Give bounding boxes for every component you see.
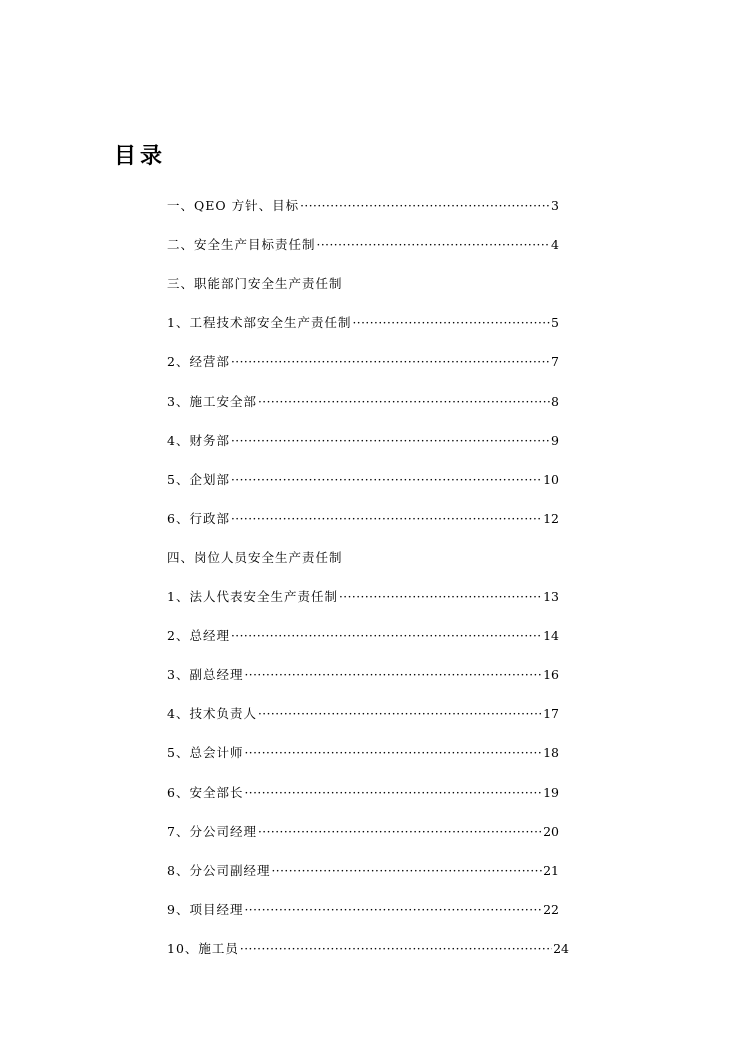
toc-entry-leader-dots — [231, 350, 550, 374]
toc-entry[interactable] — [167, 507, 559, 531]
toc-entry[interactable] — [167, 233, 559, 257]
toc-entry-page-number: 19 — [543, 784, 559, 800]
toc-entry-page-number: 13 — [543, 589, 559, 604]
toc-entry-label: 10、施工员 — [167, 940, 239, 956]
toc-title: 目录 — [114, 144, 167, 169]
toc-entry-page-number: 10 — [543, 471, 559, 487]
toc-entry[interactable] — [167, 898, 559, 922]
toc-entry-label: 2、总经理 — [167, 628, 230, 644]
toc-entry-label: 6、行政部 — [167, 510, 230, 526]
toc-entry[interactable] — [167, 390, 559, 414]
toc-entry-label: 9、项目经理 — [167, 901, 244, 917]
toc-entry-label: 2、经营部 — [167, 354, 230, 370]
toc-entry[interactable] — [167, 781, 559, 805]
toc-entry-page-number: 20 — [543, 823, 559, 839]
toc-entry-page-number: 17 — [543, 706, 559, 722]
toc-entry[interactable] — [167, 741, 559, 765]
toc-entry-leader-dots — [231, 468, 542, 492]
toc-entry-page-number: 8 — [551, 393, 559, 409]
toc-entry-leader-dots — [258, 702, 542, 726]
toc-entry[interactable] — [167, 663, 559, 687]
toc-entry-leader-dots — [231, 624, 542, 648]
toc-entry[interactable] — [167, 702, 559, 726]
toc-entry-label: 四、岗位人员安全生产责任制 — [167, 549, 343, 565]
toc-entry-label: 8、分公司副经理 — [167, 862, 271, 878]
toc-entry-label: 1、法人代表安全生产责任制 — [167, 589, 338, 604]
toc-entry-page-number: 24 — [553, 940, 569, 956]
toc-entry-label: 6、安全部长 — [167, 784, 244, 800]
toc-entry-page-number: 21 — [543, 862, 559, 878]
toc-entry-label: 4、技术负责人 — [167, 706, 257, 722]
toc-entry-page-number: 18 — [543, 745, 559, 761]
toc-entry[interactable] — [167, 859, 559, 883]
toc-entry-leader-dots — [339, 585, 542, 609]
toc-entry[interactable] — [167, 624, 559, 648]
toc-entry[interactable] — [167, 194, 559, 218]
toc-entry-leader-dots — [300, 194, 550, 218]
toc-entry[interactable] — [167, 429, 559, 453]
toc-entry[interactable] — [167, 820, 559, 844]
toc-entry-leader-dots — [244, 781, 542, 805]
toc-entry-leader-dots — [258, 390, 550, 414]
toc-entry-leader-dots — [231, 507, 542, 531]
toc-entry-leader-dots — [258, 820, 542, 844]
toc-entry-leader-dots — [317, 233, 551, 257]
toc-entry-page-number: 5 — [551, 315, 559, 331]
toc-entry-label: 二、安全生产目标责任制 — [167, 237, 316, 253]
toc-entry[interactable] — [167, 937, 569, 961]
toc-entry-label: 5、企划部 — [167, 471, 230, 487]
toc-entry-page-number: 12 — [543, 510, 559, 526]
toc-entry[interactable] — [167, 311, 559, 335]
toc-entry[interactable] — [167, 272, 559, 296]
toc-entry-page-number: 9 — [551, 432, 559, 448]
toc-entry-leader-dots — [231, 429, 550, 453]
toc-entry-page-number: 22 — [543, 901, 559, 917]
toc-entry-label: 4、财务部 — [167, 432, 230, 448]
toc-entry-page-number: 4 — [551, 237, 559, 253]
toc-entry-label: 3、副总经理 — [167, 667, 244, 683]
toc-entry-leader-dots — [352, 311, 550, 335]
toc-entry-leader-dots — [244, 663, 542, 687]
toc-entry-label: 7、分公司经理 — [167, 823, 257, 839]
toc-entry-leader-dots — [244, 898, 542, 922]
toc-entry-leader-dots — [240, 937, 552, 961]
toc-entry-label: 5、总会计师 — [167, 745, 244, 761]
toc-entry[interactable] — [167, 585, 559, 609]
toc-entry-page-number: 7 — [551, 354, 559, 370]
toc-entry-label: 3、施工安全部 — [167, 393, 257, 409]
toc-entry-page-number: 14 — [543, 628, 559, 644]
toc-entry-label: 1、工程技术部安全生产责任制 — [167, 315, 352, 331]
toc-entry[interactable] — [167, 546, 559, 570]
toc-entry-label: 一、QEO 方针、目标 — [167, 198, 300, 213]
toc-entry-page-number: 3 — [551, 198, 559, 213]
toc-entry-leader-dots — [271, 859, 542, 883]
toc-entry[interactable] — [167, 350, 559, 374]
toc-entry[interactable] — [167, 468, 559, 492]
toc-entry-label: 三、职能部门安全生产责任制 — [167, 276, 343, 292]
toc-entry-leader-dots — [244, 741, 542, 765]
toc-entry-page-number: 16 — [543, 667, 559, 683]
